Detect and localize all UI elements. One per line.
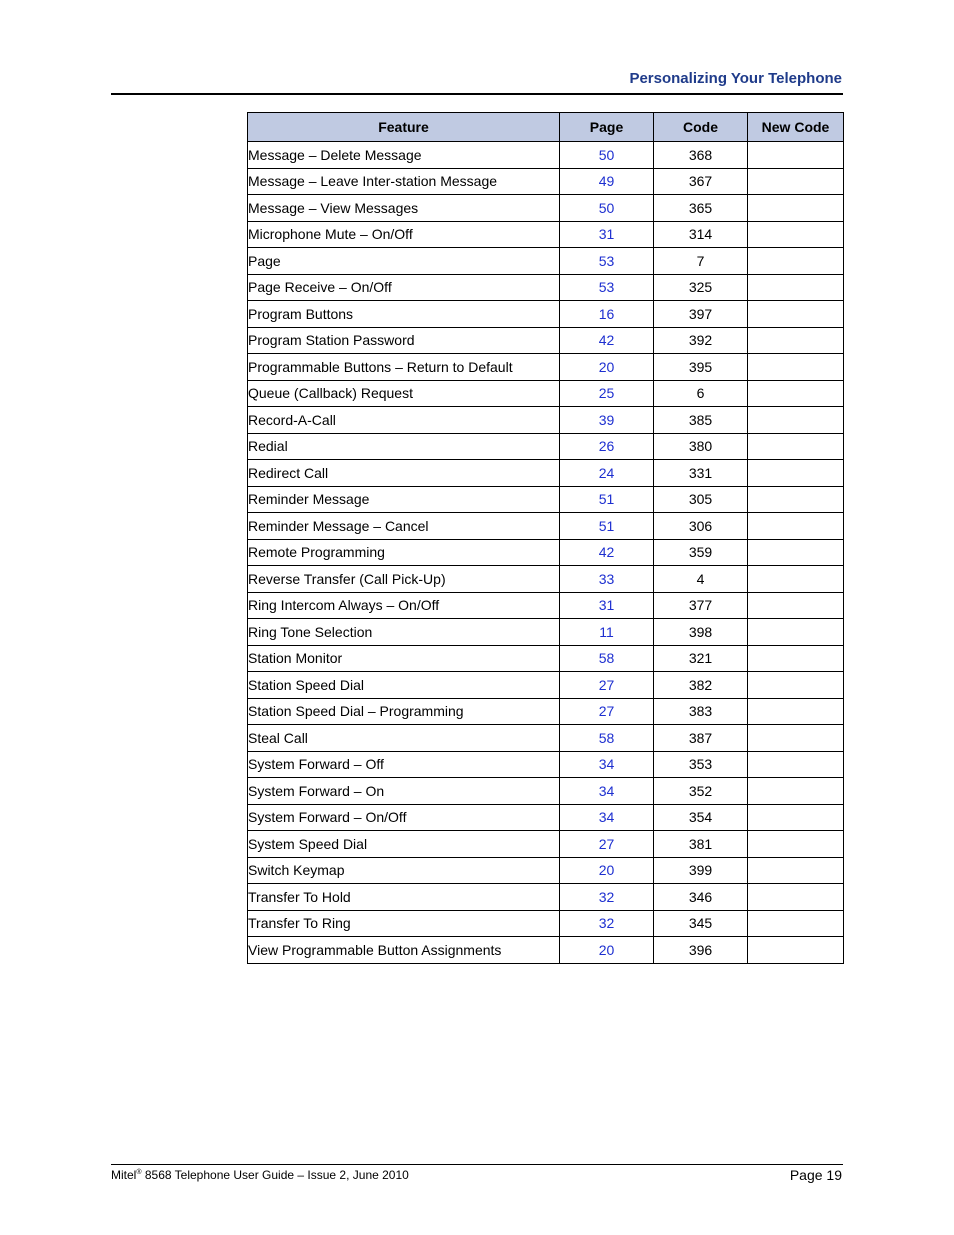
feature-cell: System Speed Dial: [248, 831, 560, 858]
page-link[interactable]: 58: [560, 645, 654, 672]
page-link[interactable]: 31: [560, 221, 654, 248]
page-link[interactable]: 58: [560, 725, 654, 752]
new-code-cell: [748, 539, 844, 566]
page-link[interactable]: 31: [560, 592, 654, 619]
page-link[interactable]: 25: [560, 380, 654, 407]
feature-cell: Transfer To Ring: [248, 910, 560, 937]
page-link[interactable]: 51: [560, 513, 654, 540]
code-cell: 396: [654, 937, 748, 964]
column-header-code: Code: [654, 113, 748, 142]
code-cell: 385: [654, 407, 748, 434]
page-link[interactable]: 20: [560, 937, 654, 964]
feature-cell: Reverse Transfer (Call Pick-Up): [248, 566, 560, 593]
table-row: [248, 221, 844, 248]
code-cell: 365: [654, 195, 748, 222]
new-code-cell: [748, 433, 844, 460]
page-link[interactable]: 16: [560, 301, 654, 328]
table-row: [248, 857, 844, 884]
feature-cell: View Programmable Button Assignments: [248, 937, 560, 964]
new-code-cell: [748, 274, 844, 301]
feature-cell: Ring Intercom Always – On/Off: [248, 592, 560, 619]
feature-cell: Transfer To Hold: [248, 884, 560, 911]
page-link[interactable]: 27: [560, 831, 654, 858]
new-code-cell: [748, 142, 844, 169]
page-link[interactable]: 27: [560, 698, 654, 725]
feature-cell: Redirect Call: [248, 460, 560, 487]
new-code-cell: [748, 937, 844, 964]
table-row: [248, 354, 844, 381]
page-link[interactable]: 34: [560, 778, 654, 805]
page-link[interactable]: 39: [560, 407, 654, 434]
table-row: [248, 486, 844, 513]
column-header-new-code: New Code: [748, 113, 844, 142]
new-code-cell: [748, 407, 844, 434]
new-code-cell: [748, 857, 844, 884]
table-header-row: [248, 113, 844, 142]
feature-cell: Redial: [248, 433, 560, 460]
feature-cell: Message – Delete Message: [248, 142, 560, 169]
code-cell: 382: [654, 672, 748, 699]
new-code-cell: [748, 698, 844, 725]
feature-cell: Microphone Mute – On/Off: [248, 221, 560, 248]
code-cell: 306: [654, 513, 748, 540]
new-code-cell: [748, 301, 844, 328]
feature-cell: Remote Programming: [248, 539, 560, 566]
code-cell: 7: [654, 248, 748, 275]
footer-divider: [111, 1164, 843, 1165]
table-row: [248, 751, 844, 778]
table-row: [248, 778, 844, 805]
code-cell: 398: [654, 619, 748, 646]
footer-guide-title: [111, 1168, 409, 1182]
page-link[interactable]: 50: [560, 195, 654, 222]
page-link[interactable]: 24: [560, 460, 654, 487]
table-row: [248, 248, 844, 275]
code-cell: 352: [654, 778, 748, 805]
code-cell: 368: [654, 142, 748, 169]
feature-cell: Page: [248, 248, 560, 275]
page-link[interactable]: 42: [560, 327, 654, 354]
table-row: [248, 672, 844, 699]
table-row: [248, 539, 844, 566]
code-cell: 321: [654, 645, 748, 672]
feature-cell: Switch Keymap: [248, 857, 560, 884]
table-row: [248, 433, 844, 460]
new-code-cell: [748, 645, 844, 672]
feature-cell: Station Speed Dial – Programming: [248, 698, 560, 725]
new-code-cell: [748, 831, 844, 858]
feature-cell: Queue (Callback) Request: [248, 380, 560, 407]
feature-cell: Message – View Messages: [248, 195, 560, 222]
table-row: [248, 725, 844, 752]
feature-cell: Programmable Buttons – Return to Default: [248, 354, 560, 381]
page-link[interactable]: 32: [560, 884, 654, 911]
feature-cell: Message – Leave Inter-station Message: [248, 168, 560, 195]
code-cell: 325: [654, 274, 748, 301]
new-code-cell: [748, 354, 844, 381]
table-row: [248, 142, 844, 169]
new-code-cell: [748, 619, 844, 646]
page-link[interactable]: 53: [560, 274, 654, 301]
table-row: [248, 937, 844, 964]
feature-cell: System Forward – Off: [248, 751, 560, 778]
code-cell: 395: [654, 354, 748, 381]
new-code-cell: [748, 248, 844, 275]
table-row: [248, 698, 844, 725]
new-code-cell: [748, 460, 844, 487]
new-code-cell: [748, 884, 844, 911]
code-cell: 353: [654, 751, 748, 778]
feature-cell: Steal Call: [248, 725, 560, 752]
code-cell: 346: [654, 884, 748, 911]
code-cell: 377: [654, 592, 748, 619]
feature-cell: Page Receive – On/Off: [248, 274, 560, 301]
footer-guide-text: 8568 Telephone User Guide – Issue 2, June 2010: [141, 1168, 409, 1182]
table-row: [248, 168, 844, 195]
new-code-cell: [748, 672, 844, 699]
feature-cell: System Forward – On/Off: [248, 804, 560, 831]
page-header-title: Personalizing Your Telephone: [629, 70, 842, 87]
table-row: [248, 513, 844, 540]
footer-page-number: Page 19: [789, 1167, 842, 1183]
feature-cell: Program Buttons: [248, 301, 560, 328]
feature-cell: Program Station Password: [248, 327, 560, 354]
footer-brand: Mitel: [111, 1168, 137, 1182]
feature-cell: Station Speed Dial: [248, 672, 560, 699]
table-row: [248, 645, 844, 672]
new-code-cell: [748, 195, 844, 222]
feature-cell: Ring Tone Selection: [248, 619, 560, 646]
page-link[interactable]: 49: [560, 168, 654, 195]
feature-code-table: [247, 112, 844, 964]
new-code-cell: [748, 566, 844, 593]
new-code-cell: [748, 380, 844, 407]
code-cell: 367: [654, 168, 748, 195]
new-code-cell: [748, 592, 844, 619]
table-row: [248, 407, 844, 434]
page-link[interactable]: 34: [560, 751, 654, 778]
page-link[interactable]: 26: [560, 433, 654, 460]
table-row: [248, 460, 844, 487]
table-row: [248, 592, 844, 619]
new-code-cell: [748, 327, 844, 354]
new-code-cell: [748, 486, 844, 513]
table-row: [248, 884, 844, 911]
page-link[interactable]: 42: [560, 539, 654, 566]
page-link[interactable]: 53: [560, 248, 654, 275]
page-link[interactable]: 27: [560, 672, 654, 699]
registered-mark: ®: [136, 1169, 142, 1176]
code-cell: 383: [654, 698, 748, 725]
new-code-cell: [748, 168, 844, 195]
table-row: [248, 566, 844, 593]
table-row: [248, 301, 844, 328]
table-row: [248, 831, 844, 858]
code-cell: 331: [654, 460, 748, 487]
feature-cell: Station Monitor: [248, 645, 560, 672]
code-cell: 359: [654, 539, 748, 566]
new-code-cell: [748, 804, 844, 831]
code-cell: 392: [654, 327, 748, 354]
page-link[interactable]: 51: [560, 486, 654, 513]
code-cell: 399: [654, 857, 748, 884]
new-code-cell: [748, 221, 844, 248]
table-row: [248, 910, 844, 937]
table-row: [248, 195, 844, 222]
table-row: [248, 619, 844, 646]
table-row: [248, 804, 844, 831]
page-link[interactable]: 50: [560, 142, 654, 169]
table-row: [248, 274, 844, 301]
column-header-feature: Feature: [248, 113, 560, 142]
feature-cell: System Forward – On: [248, 778, 560, 805]
code-cell: 345: [654, 910, 748, 937]
code-cell: 354: [654, 804, 748, 831]
page-link[interactable]: 34: [560, 804, 654, 831]
new-code-cell: [748, 910, 844, 937]
table-row: [248, 327, 844, 354]
column-header-page: Page: [560, 113, 654, 142]
page-link[interactable]: 11: [560, 619, 654, 646]
code-cell: 380: [654, 433, 748, 460]
feature-cell: Record-A-Call: [248, 407, 560, 434]
code-cell: 6: [654, 380, 748, 407]
new-code-cell: [748, 778, 844, 805]
code-cell: 305: [654, 486, 748, 513]
new-code-cell: [748, 513, 844, 540]
feature-cell: Reminder Message: [248, 486, 560, 513]
table-row: [248, 380, 844, 407]
code-cell: 397: [654, 301, 748, 328]
page-link[interactable]: 33: [560, 566, 654, 593]
code-cell: 381: [654, 831, 748, 858]
new-code-cell: [748, 725, 844, 752]
code-cell: 387: [654, 725, 748, 752]
new-code-cell: [748, 751, 844, 778]
code-cell: 4: [654, 566, 748, 593]
page-link[interactable]: 32: [560, 910, 654, 937]
page-link[interactable]: 20: [560, 857, 654, 884]
code-cell: 314: [654, 221, 748, 248]
feature-cell: Reminder Message – Cancel: [248, 513, 560, 540]
page-link[interactable]: 20: [560, 354, 654, 381]
header-divider: [111, 93, 843, 95]
